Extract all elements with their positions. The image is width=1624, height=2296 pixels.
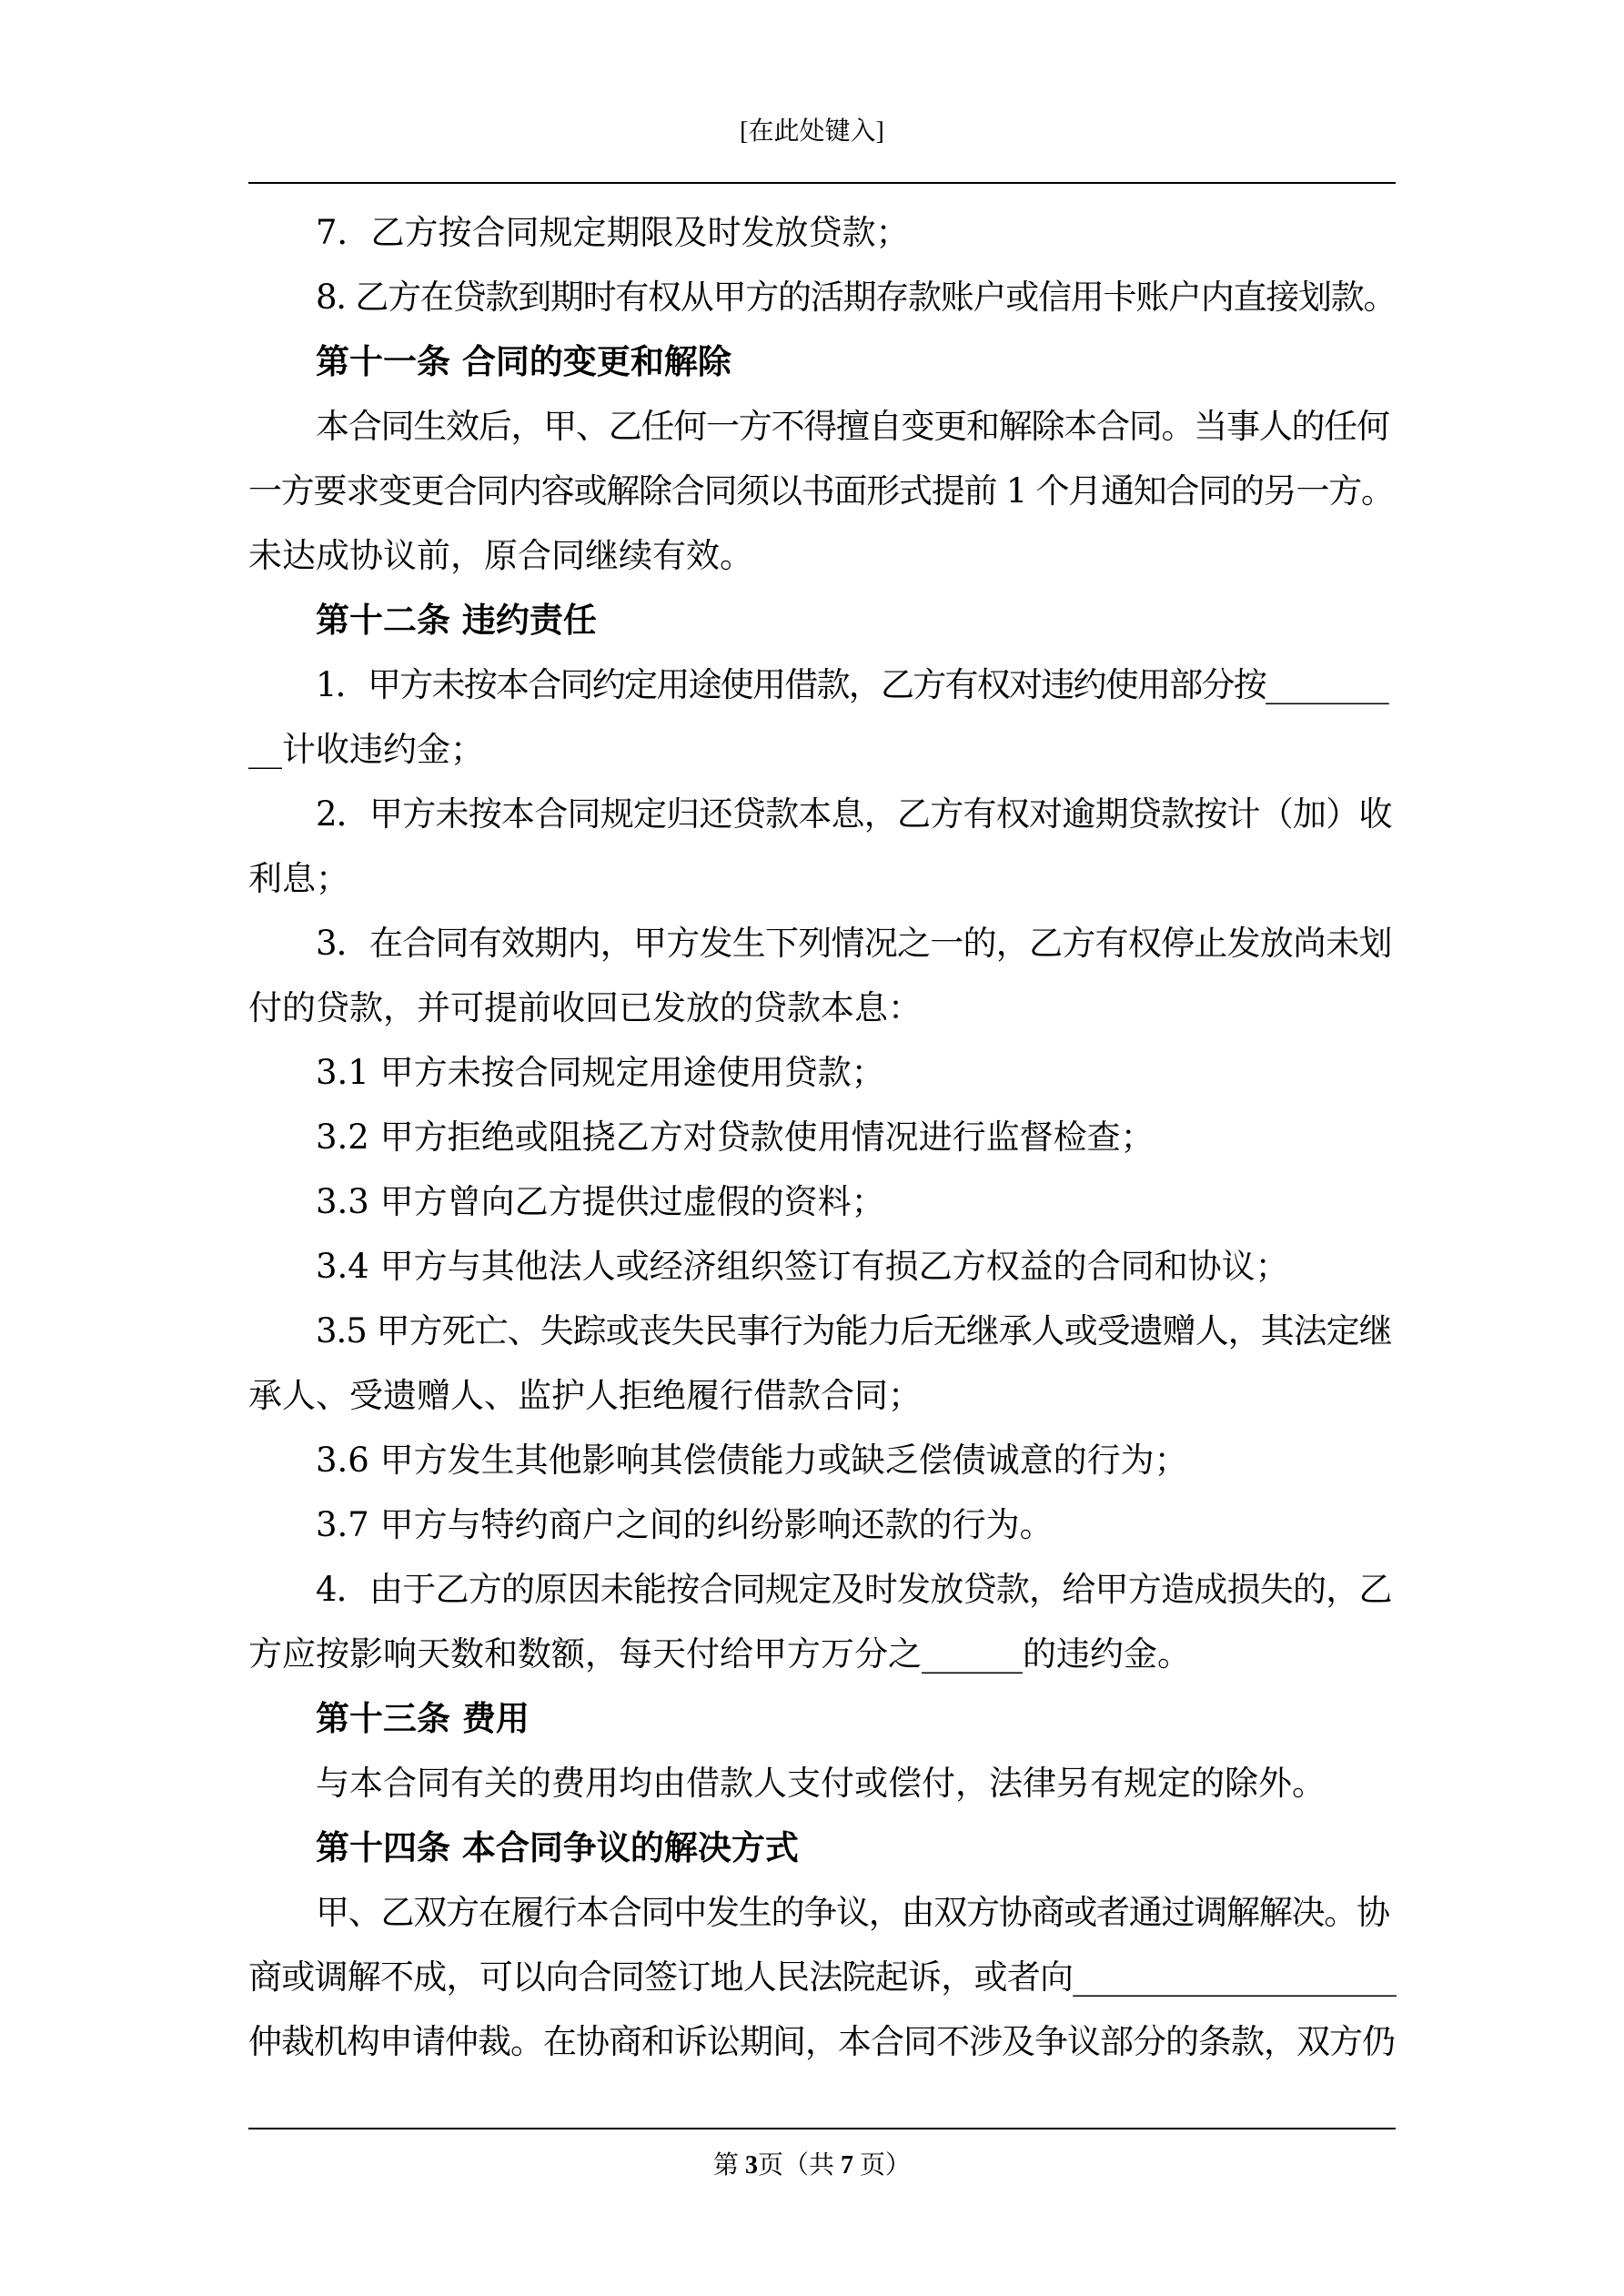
paragraph-line: 仲裁机构申请仲裁。在协商和诉讼期间，本合同不涉及争议部分的条款，双方仍 [248, 2022, 1395, 2061]
total-page-count: 7 [841, 2151, 853, 2180]
paragraph-line: 4．由于乙方的原因未能按合同规定及时发放贷款，给甲方造成损失的，乙 [316, 1570, 1392, 1609]
paragraph-line: 一方要求变更合同内容或解除合同须以书面形式提前 1 个月通知合同的另一方。 [248, 471, 1394, 511]
footer-prefix: 第 [712, 2151, 745, 2180]
section-heading: 第十二条 违约责任 [316, 600, 597, 640]
page-footer [0, 2148, 1624, 2184]
paragraph-line: 承人、受遗赠人、监护人拒绝履行借款合同； [248, 1376, 922, 1415]
paragraph-line: 3.6 甲方发生其他影响其偿债能力或缺乏偿债诚意的行为； [316, 1441, 1188, 1480]
paragraph-line: 3.4 甲方与其他法人或经济组织签订有损乙方权益的合同和协议； [316, 1247, 1289, 1286]
paragraph-line: 3.1 甲方未按合同规定用途使用贷款； [316, 1053, 885, 1092]
paragraph-line: 利息； [248, 859, 349, 898]
paragraph-line: 3.7 甲方与特约商户之间的纠纷影响还款的行为。 [316, 1505, 1054, 1544]
section-heading: 第十三条 费用 [316, 1698, 530, 1738]
paragraph-line: 8. 乙方在贷款到期时有权从甲方的活期存款账户或信用卡账户内直接划款。 [316, 278, 1397, 317]
paragraph-line: 7．乙方按合同规定期限及时发放贷款； [316, 213, 910, 252]
paragraph-line: __计收违约金； [248, 730, 484, 769]
paragraph-line: 未达成协议前，原合同继续有效。 [248, 536, 753, 575]
paragraph-line: 3．在合同有效期内，甲方发生下列情况之一的，乙方有权停止发放尚未划 [316, 924, 1392, 963]
paragraph-line: 与本合同有关的费用均由借款人支付或偿付，法律另有规定的除外。 [316, 1764, 1326, 1803]
footer-middle: 页（共 [757, 2151, 841, 2180]
paragraph-line: 付的贷款，并可提前收回已发放的贷款本息： [248, 988, 922, 1027]
paragraph-line: 3.5 甲方死亡、失踪或丧失民事行为能力后无继承人或受遗赠人，其法定继 [316, 1311, 1392, 1350]
section-heading: 第十四条 本合同争议的解决方式 [316, 1827, 799, 1867]
paragraph-line: 2．甲方未按本合同规定归还贷款本息，乙方有权对逾期贷款按计（加）收 [316, 794, 1392, 834]
section-heading: 第十一条 合同的变更和解除 [316, 341, 731, 381]
header-rule [248, 182, 1396, 184]
paragraph-line: 方应按影响天数和数额，每天付给甲方万分之______的违约金。 [248, 1634, 1191, 1674]
footer-suffix: 页） [853, 2151, 912, 2180]
page-header: [在此处键入] [740, 117, 884, 146]
paragraph-line: 商或调解不成，可以向合同签订地人民法院起诉，或者向____________________ [248, 1957, 1397, 1997]
document-body [248, 200, 1396, 2074]
paragraph-line: 甲、乙双方在履行本合同中发生的争议，由双方协商或者通过调解解决。协 [316, 1893, 1389, 1932]
paragraph-line: 3.2 甲方拒绝或阻挠乙方对贷款使用情况进行监督检查； [316, 1118, 1155, 1157]
paragraph-line: 本合同生效后，甲、乙任何一方不得擅自变更和解除本合同。当事人的任何 [316, 407, 1389, 446]
paragraph-line: 1．甲方未按本合同约定用途使用借款，乙方有权对违约使用部分按________ [316, 665, 1388, 704]
paragraph-line: 3.3 甲方曾向乙方提供过虚假的资料； [316, 1182, 885, 1221]
footer-rule [248, 2128, 1396, 2129]
current-page-number: 3 [744, 2151, 758, 2180]
